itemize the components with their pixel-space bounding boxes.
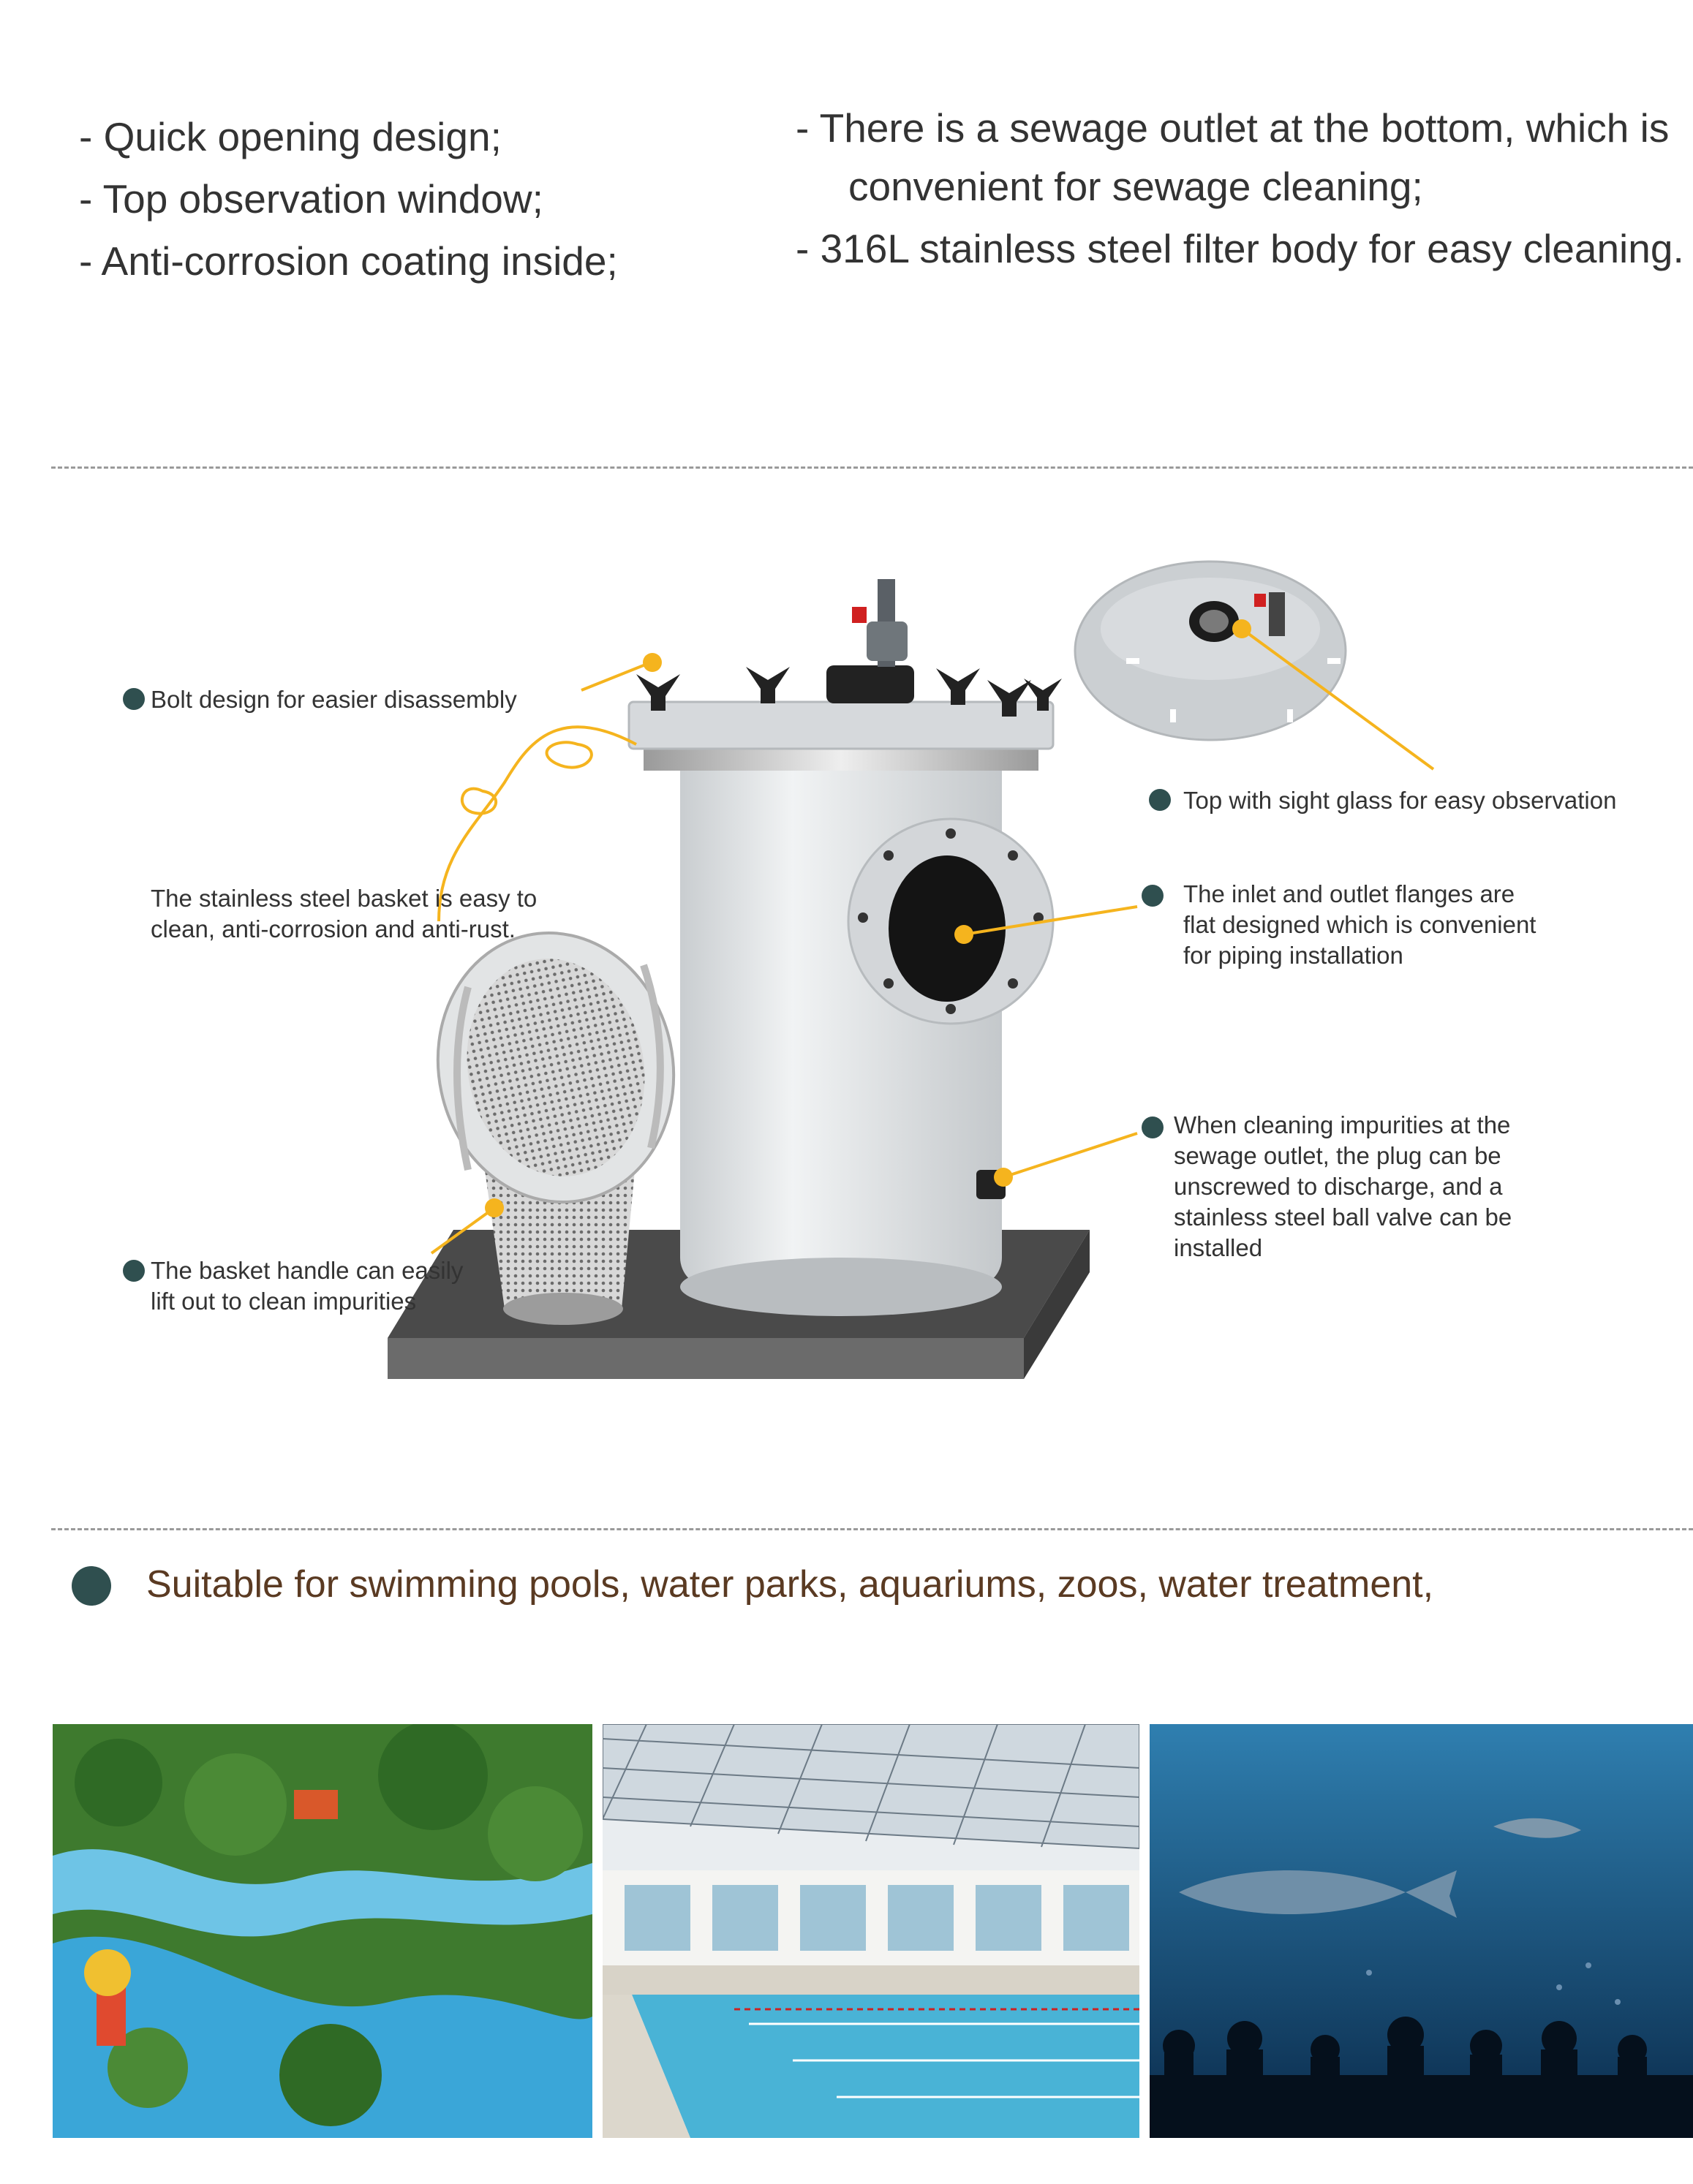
callout-sewage-line4: stainless steel ball valve can be [1174, 1204, 1512, 1231]
callout-bullet-sight [1149, 789, 1171, 811]
callout-basket-line1: The stainless steel basket is easy to [151, 885, 538, 912]
callout-handle-line2: lift out to clean impurities [151, 1288, 417, 1315]
photo-water-park [53, 1724, 592, 2138]
callout-sewage-line1: When cleaning impurities at the [1174, 1111, 1511, 1138]
callout-bullet-sewage [1142, 1116, 1164, 1138]
suitable-text: Suitable for swimming pools, water parks, aquariums, zoos, water treatment, [146, 1563, 1434, 1606]
feature-observation-window: - Top observation window; [79, 176, 543, 222]
callout-sewage-line5: installed [1174, 1234, 1263, 1261]
filter-lid [1075, 562, 1346, 740]
callout-sewage-line2: sewage outlet, the plug can be [1174, 1142, 1501, 1169]
photo-swimming-pool [603, 1724, 1139, 2138]
feature-stainless-body: - 316L stainless steel filter body for easy cleaning. [796, 226, 1684, 271]
filter-illustration [0, 512, 1693, 1572]
feature-anticorrosion: - Anti-corrosion coating inside; [79, 238, 618, 284]
feature-quick-opening: - Quick opening design; [79, 114, 502, 159]
callout-handle-line1: The basket handle can easily [151, 1257, 464, 1284]
photo-aquarium [1150, 1724, 1693, 2138]
callout-sight-glass: Top with sight glass for easy observation [1183, 787, 1617, 814]
feature-sewage-outlet-cont: convenient for sewage cleaning; [848, 164, 1423, 209]
divider-top [51, 466, 1693, 469]
callout-bolt: Bolt design for easier disassembly [151, 686, 517, 713]
callout-bullet-bolt [123, 688, 145, 710]
suitable-bullet [72, 1566, 111, 1606]
callout-bullet-flange [1142, 885, 1164, 907]
callout-sewage-line3: unscrewed to discharge, and a [1174, 1173, 1503, 1200]
callout-basket-line2: clean, anti-corrosion and anti-rust. [151, 915, 516, 942]
divider-bottom [51, 1528, 1693, 1530]
callout-flange-line2: flat designed which is convenient [1183, 911, 1536, 938]
callout-flange-line3: for piping installation [1183, 942, 1403, 969]
callout-flange-line1: The inlet and outlet flanges are [1183, 880, 1515, 907]
feature-sewage-outlet: - There is a sewage outlet at the bottom, which is [796, 105, 1670, 151]
filter-vessel [629, 579, 1062, 1316]
callout-bullet-handle [123, 1260, 145, 1282]
